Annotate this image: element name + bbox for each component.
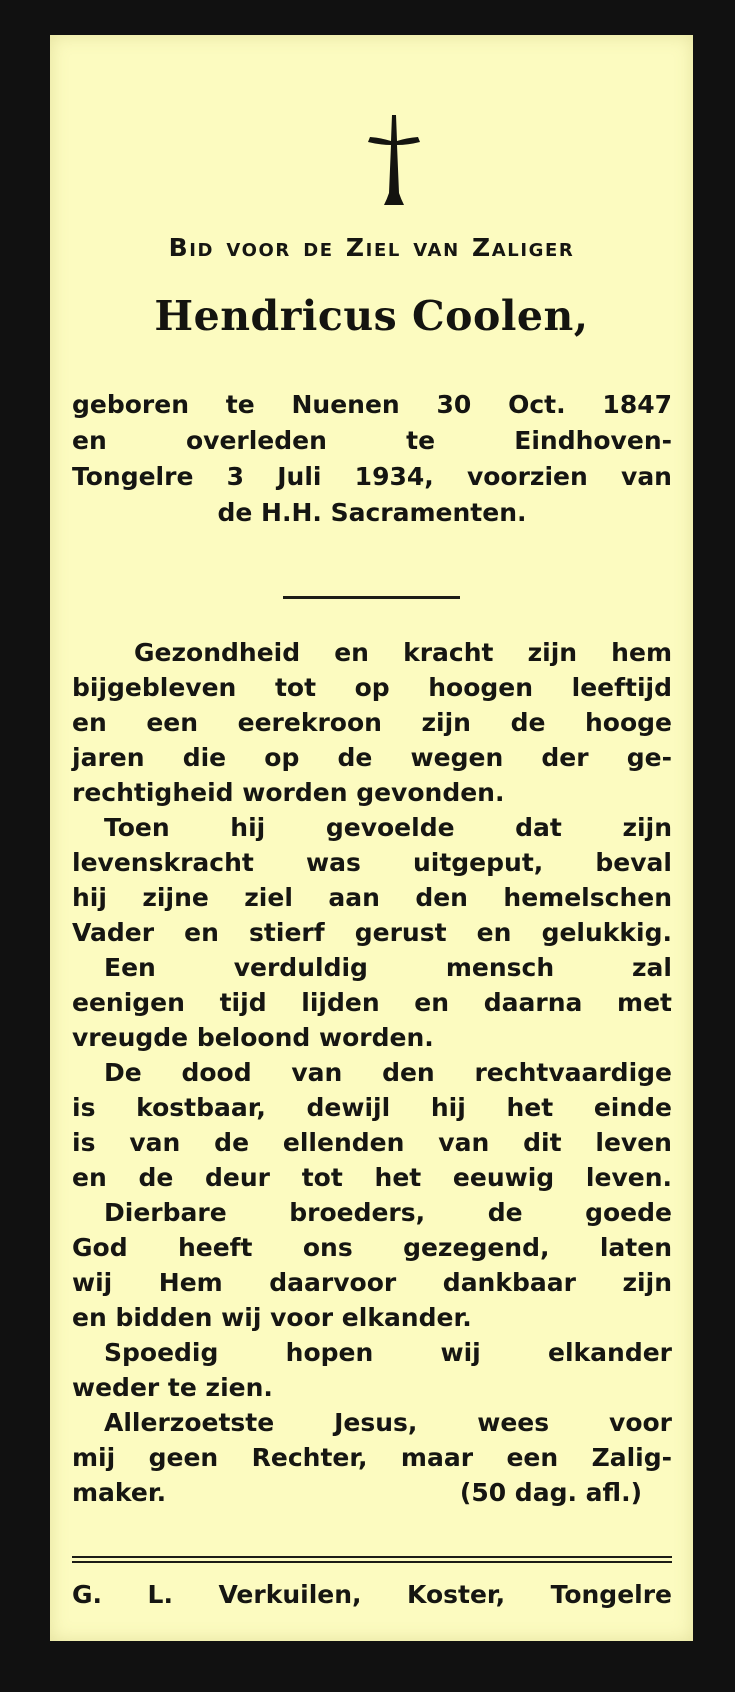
- prayer-line: en de deur tot het eeuwig leven.: [72, 1163, 672, 1192]
- prayer-line: maker.: [72, 1478, 167, 1507]
- memorial-card: [50, 35, 693, 1641]
- prayer-line: Spoedig hopen wij elkander: [104, 1338, 672, 1367]
- footer-rule-bottom: [72, 1561, 672, 1563]
- printer-credit: G. L. Verkuilen, Koster, Tongelre: [72, 1580, 672, 1609]
- prayer-line: bijgebleven tot op hoogen leeftijd: [72, 673, 672, 702]
- prayer-line: en een eerekroon zijn de hooge: [72, 708, 672, 737]
- prayer-line: jaren die op de wegen der ge-: [72, 743, 672, 772]
- prayer-line: Allerzoetste Jesus, wees voor: [104, 1408, 672, 1437]
- prayer-last-line: [72, 1475, 672, 1510]
- prayer-line: mij geen Rechter, maar een Zalig-: [72, 1443, 672, 1472]
- birth-line: en overleden te Eindhoven-: [72, 426, 672, 455]
- prayer-line: hij zijne ziel aan den hemelschen: [72, 883, 672, 912]
- prayer-line: Een verduldig mensch zal: [104, 953, 672, 982]
- prayer-line: Vader en stierf gerust en gelukkig.: [72, 918, 672, 947]
- prayer-text: [72, 635, 672, 1510]
- prayer-line: en bidden wij voor elkander.: [72, 1303, 472, 1332]
- prayer-line: God heeft ons gezegend, laten: [72, 1233, 672, 1262]
- prayer-line: Dierbare broeders, de goede: [104, 1198, 672, 1227]
- prayer-line: levenskracht was uitgeput, beval: [72, 848, 672, 877]
- prayer-line: De dood van den rechtvaardige: [104, 1058, 672, 1087]
- prayer-line: Toen hij gevoelde dat zijn: [104, 813, 672, 842]
- prayer-line: vreugde beloond worden.: [72, 1023, 434, 1052]
- birth-line: geboren te Nuenen 30 Oct. 1847: [72, 390, 672, 419]
- birth-death-text: [72, 387, 672, 531]
- prayer-line: is van de ellenden van dit leven: [72, 1128, 672, 1157]
- birth-line: de H.H. Sacramenten.: [217, 498, 527, 527]
- prayer-line: weder te zien.: [72, 1373, 273, 1402]
- indulgence-note: (50 dag. afl.): [459, 1478, 642, 1507]
- deceased-name: Hendricus Coolen,: [154, 292, 589, 340]
- separator-line: [283, 596, 460, 599]
- prayer-line: is kostbaar, dewijl hij het einde: [72, 1093, 672, 1122]
- prayer-line: wij Hem daarvoor dankbaar zijn: [72, 1268, 672, 1297]
- prayer-line: eenigen tijd lijden en daarna met: [72, 988, 672, 1017]
- cross-icon: [368, 115, 420, 207]
- prayer-line: rechtigheid worden gevonden.: [72, 778, 505, 807]
- footer-rule-top: [72, 1556, 672, 1558]
- prayer-line: Gezondheid en kracht zijn hem: [134, 638, 672, 667]
- card-heading: Bid voor de Ziel van Zaliger: [168, 233, 575, 262]
- birth-line: Tongelre 3 Juli 1934, voorzien van: [72, 462, 672, 491]
